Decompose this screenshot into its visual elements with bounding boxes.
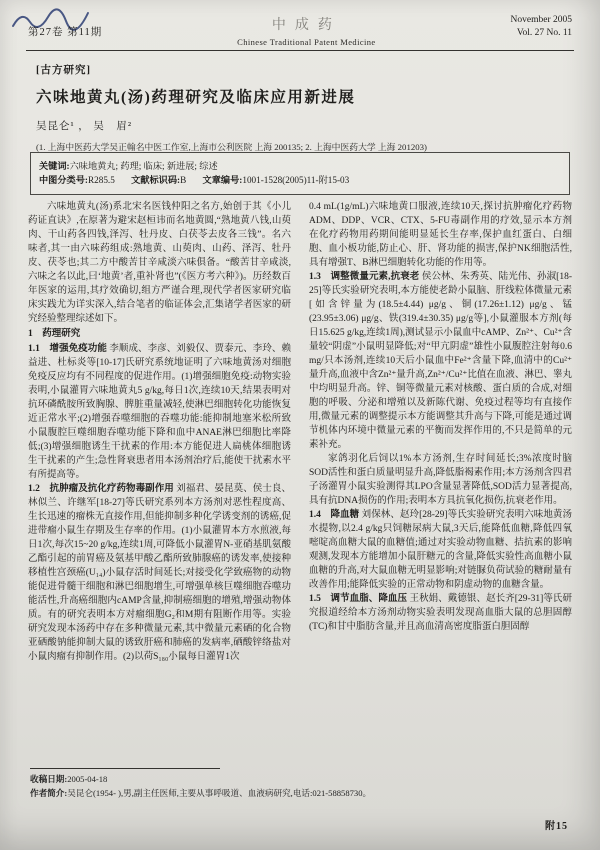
journal-issue-cn: 第27卷 第11期: [28, 27, 103, 38]
clc-label: 中图分类号:: [39, 175, 88, 185]
body-paragraph: 家鸽羽化后饲以1%本方汤剂,生存时间延长;3%浓度时脑SOD活性和蛋白质量明显升高,降低脂褐素作用;本方汤剂含四君子汤灌胃小鼠实验测得其LPO含量显著降低,SOD活力显著提高,具有抗DNA损伤的作用;表明本方具抗氧化损伤,抗衰老作用。: [309, 454, 572, 506]
keywords-line: [39, 159, 561, 173]
journal-volume: Vol. 27 No. 11: [516, 28, 572, 38]
doccode-label: 文献标识码:: [131, 175, 181, 185]
bio-value: 吴昆仑(1954- ),男,副主任医师,主要从事呼吸道、血液病研究,电话:021-58858730。: [67, 787, 372, 798]
body-paragraph: 0.4 mL(1g/mL)六味地黄口服液,连续10天,探讨抗肿瘤化疗药物ADM、DDP、VCR、CTX、5-FU毒副作用的疗效,显示本方剂在化疗药物用药期间能明显延长生存率,保护血红蛋白、白细胞、血小板功能,防止心、肝、肾功能的损害,保护NK细胞活性,具有增强T、B淋巴细胞转化功能的作用等。: [309, 202, 572, 268]
articleid-label: 文章编号:: [202, 175, 243, 185]
doccode-value: B: [180, 175, 187, 185]
footnote-divider: [30, 768, 220, 769]
journal-name-block: [237, 14, 375, 47]
journal-name-cn: 中成药: [271, 18, 341, 33]
body-paragraph: 1.5 调节血脂、降血压 王秋娟、戴德银、赵长齐[29-31]等氏研究报道经给本方汤剂动物实验表明发现高血脂大鼠的总胆固醇(TC)和甘中脂肪含量,并且高血清高密度脂蛋白胆固醇: [309, 594, 572, 632]
received-date-line: [30, 773, 540, 787]
article-head: [36, 62, 570, 153]
received-label: 收稿日期:: [30, 774, 68, 784]
body-paragraph: 1.1 增强免疫功能 李顺成、李彦、刘毅仅、贾泰元、李玲、赖益进、杜标炎等[10-17]氏研究系统地证明了六味地黄汤对细胞免疫反应均有不同程度的促进作用。(1)增强细胞免疫:动物实验表明,小鼠灌胃六味地黄丸5 g/kg,每日1次,连续10天,结果表明对抗环磷酰胺所致胸腺、脾脏重量减轻,使淋巴细胞转化功能恢复近正常水平;(2)增强吞噬细胞的吞噬功能:能抑制地塞米松所致小鼠腹腔巨噬细胞吞噬功能下降和血中ANAE淋巴细胞比率降低;(3)增强细胞诱生干扰素的作用:本方能促进人扁桃体细胞诱生干扰素的产生;急性肾衰患者用本汤剂治疗后,能使干扰素水平有所提高等。: [28, 344, 291, 480]
body-columns: [28, 200, 572, 762]
journal-header: [28, 14, 572, 47]
article-meta-line: [39, 173, 561, 187]
articleid-value: 1001-1528(2005)11-附15-03: [242, 175, 350, 185]
keywords-label: 关键词:: [39, 161, 70, 171]
footnote-block: [30, 773, 540, 800]
section-heading: 1 药理研究: [28, 329, 81, 339]
right-column: [309, 200, 572, 762]
keywords-value: 六味地黄丸; 药理; 临床; 新进展; 综述: [69, 161, 218, 171]
left-column: [28, 200, 291, 762]
clc-value: R285.5: [88, 175, 115, 185]
body-paragraph: 六味地黄丸(汤)系北宋名医钱仲阳之名方,始创于其《小儿药证直诀》,在原著为避宋赵桓讳而名地黄圆,“熟地黄八钱,山萸肉、干山药各四钱,泽泻、牡丹皮、白茯苓去皮各三钱”。名六味者,其一由六味药组成:熟地黄、山萸肉、山药、泽泻、牡丹皮、茯苓也;其二方中酸苦甘辛咸淡六味俱备。“酸苦甘辛咸淡,六味之名以此,曰‘地黄’者,重补肾也”(《医方考六种》)。历经数百年医家的运用,其疗效确切,组方严谨合理,现代学者医家研究临床实践尤为详实深入,结合笔者的临证体会,汇集诸学者医家的研究经验整理综述如下。: [28, 202, 291, 324]
article-category-tag: [古方研究]: [36, 65, 91, 76]
page-number: 附15: [545, 821, 568, 832]
journal-name-en: Chinese Traditional Patent Medicine: [237, 37, 376, 47]
article-title: 六味地黄丸(汤)药理研究及临床应用新进展: [36, 89, 356, 106]
author-bio-line: [30, 787, 540, 801]
journal-date: November 2005: [510, 15, 572, 25]
document-code: [131, 175, 186, 185]
bio-label: 作者简介:: [30, 787, 68, 798]
keywords-box: [30, 152, 570, 195]
received-value: 2005-04-18: [67, 774, 108, 784]
body-paragraph: 1.4 降血糖 刘保林、赵玲[28-29]等氏实验研究表明六味地黄汤水提物,以2.4 g/kg只饲糖尿病大鼠,3天后,能降低血糖,降低四氧嘧啶高血糖大鼠的血糖值;通过对实验动物血糖、拮抗素的影响观测,发现本方能增加小鼠肝糖元的含量,降低实验性高血糖小鼠血糖的升高,对大鼠血糖无明显影响;对链脲负荷试验的糖耐量有改善作用;能降低实验的正常动物和阴虚动物的血糖含量。: [309, 510, 572, 590]
article-affiliation: (1. 上海中医药大学吴正翰名中医工作室,上海市公利医院 上海 200135; 2. 上海中医药大学 上海 201203): [36, 142, 427, 152]
header-divider: [26, 50, 574, 51]
body-paragraph: 1.2 抗肿瘤及抗化疗药物毒副作用 刘福君、晏昆莫、侯士良、林似兰、许继军[18-27]等氏研究系列本方汤剂对恶性程度高、生长迅速的瘤株无直接作用,但能抑制多种化学诱变剂的诱癌,促进带瘤小鼠生存期及生存率的作用。(1)小鼠灌胃本方水煎液,每日1次,每次15~20 g/kg,连续1周,可降低小鼠灌胃N-亚硝基肌氨酸乙酯引起的前胃癌及氨基甲酸乙酯所致肺腺癌的诱发率,使接种移植性宫颈癌(U₁₄)小鼠存活时间延长;对接受化学致癌物的动物能促进骨髓干细胞和淋巴细胞增生,可增强单核巨噬细胞吞噬功能活性,升高癌细胞内cAMP含量,抑制癌细胞的增殖,增强动物体质。有的研究表明本方对瘤细胞G₂和M期有阻断作用等。实验研究发现本汤药中存在多种微量元素,其中微量元素硒的化合物亚硒酸钠能抑制大鼠的诱致肝癌和肺癌的发病率,硒酸锌络盐对小鼠肉瘤有抑制作用。(2)以荷S₁₈₀小鼠每日灌胃1次: [28, 484, 291, 662]
clc-number: [39, 175, 115, 185]
article-authors: 吴昆仑¹ ， 吴 眉²: [36, 121, 133, 132]
body-paragraph: 1.3 调整微量元素,抗衰老 侯公林、朱秀英、陆光伟、孙淑[18-25]等氏实验研究表明,本方能使老龄小鼠脑、肝线粒体微量元素[如含锌量为(18.5±4.44) μg/g、铜(17.26±1.12) μg/g、锰(23.95±3.06) μg/g、铁(319.4±30.35) μg/g等],小鼠灌服本方剂(每日15.625 g/kg,连续1周),测试显示小鼠血中cAMP、Zn²⁺、Cu²⁺含量较“阴虚”小鼠明显降低;对“甲亢阴虚”雄性小鼠腹腔注射每0.6 mg/只本汤剂,连续10天后小鼠血中Fe²⁺含量下降,血清中的Cu²⁺量升高,血液中含Zn²⁺量升高,Zn²⁺/Cu²⁺比值在血液、淋巴、睾丸中均明显升高。锌、铜等微量元素对核酸、蛋白质的合成,对细胞的呼吸、分泌和增殖以及新陈代谢、免疫过程等均有直接作用,微量元素的调整提示本方能调整其升高与下降,可能是通过调节机体内环境中微量元素的平衡而发挥作用的,不只是简单的元素补充。: [309, 272, 572, 450]
journal-issue-en: [511, 14, 572, 40]
article-id: [203, 175, 350, 185]
